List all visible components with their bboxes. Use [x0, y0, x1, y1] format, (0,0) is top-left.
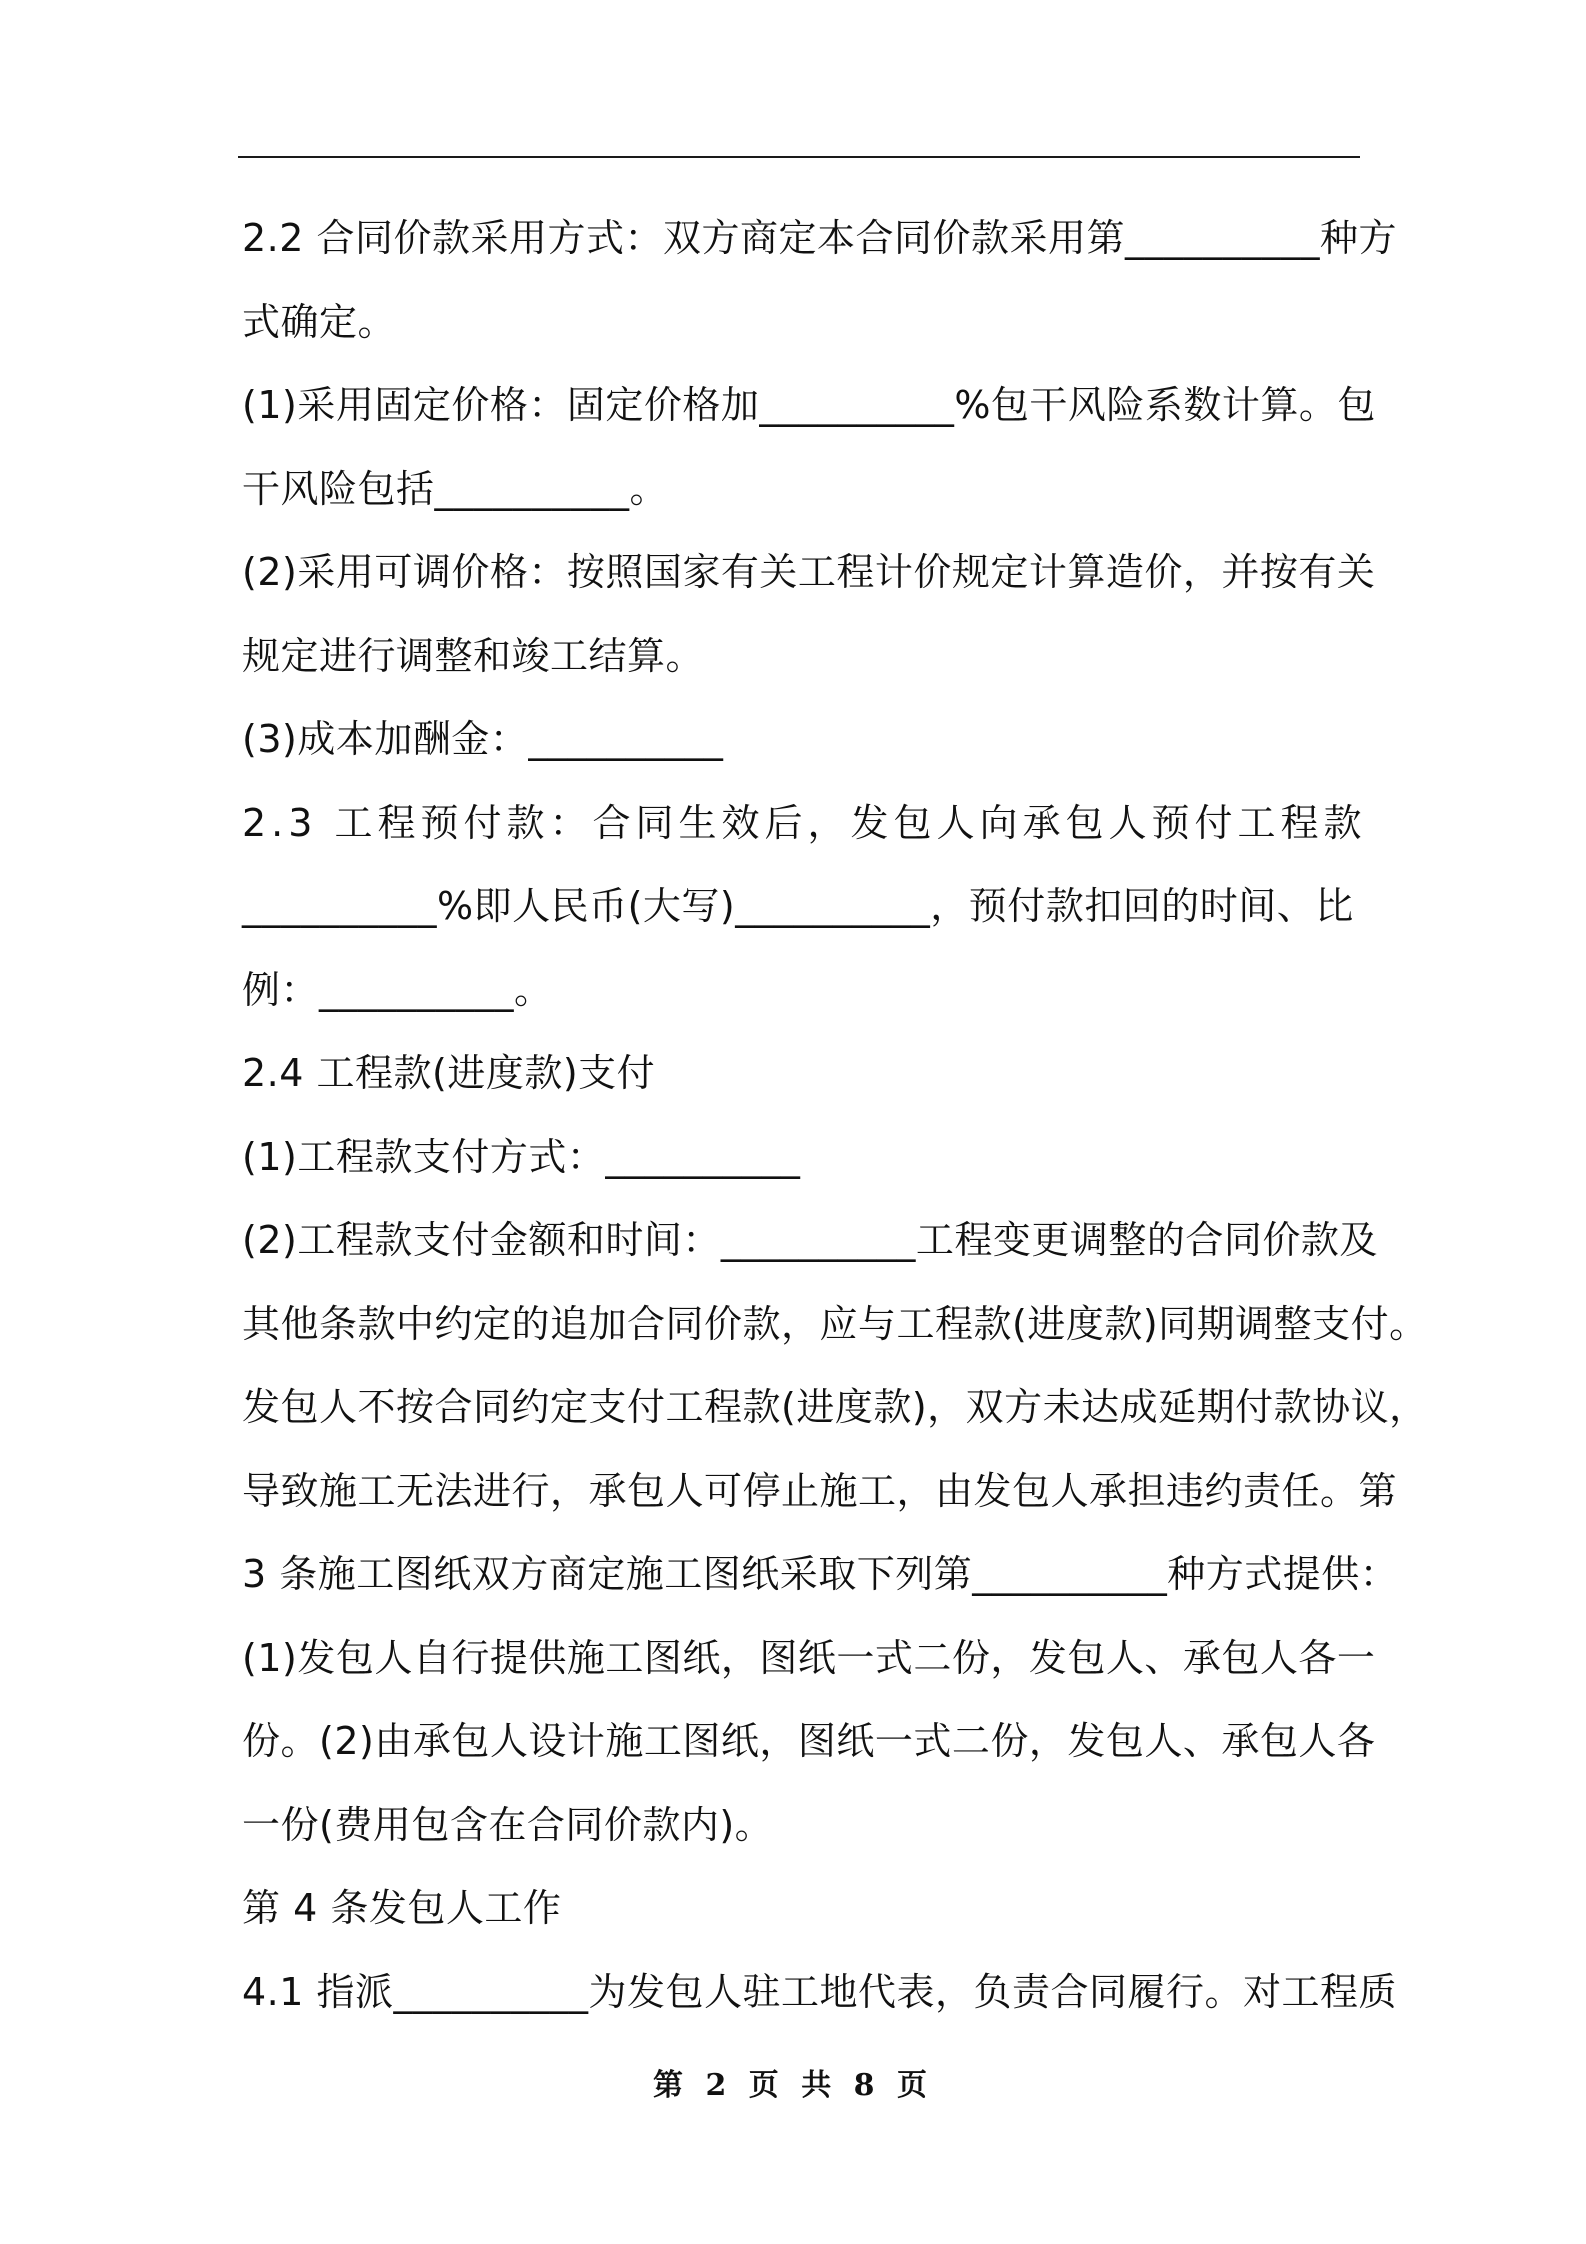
- text-line: 发包人不按合同约定支付工程款(进度款)，双方未达成延期付款协议，: [242, 1385, 1428, 1429]
- document-body: [242, 197, 1428, 2034]
- text-line: 例：__________。: [242, 967, 553, 1012]
- text-line: (3)成本加酬金：__________: [242, 717, 724, 761]
- text-line: 规定进行调整和竣工结算。: [242, 633, 705, 678]
- text-line: 2.4 工程款(进度款)支付: [242, 1051, 656, 1095]
- text-line: (2)采用可调价格：按照国家有关工程计价规定计算造价，并按有关: [242, 550, 1376, 594]
- page-number: 第 2 页 共 8 页: [653, 2068, 933, 2103]
- text-line: 一份(费用包含在合同价款内)。: [242, 1802, 774, 1847]
- text-line: 4.1 指派__________为发包人驻工地代表，负责合同履行。对工程质: [242, 1969, 1398, 2014]
- text-line: (1)采用固定价格：固定价格加__________%包干风险系数计算。包: [242, 383, 1376, 427]
- text-line: 导致施工无法进行，承包人可停止施工，由发包人承担违约责任。第: [242, 1468, 1398, 1513]
- text-line: (1)工程款支付方式：__________: [242, 1134, 801, 1179]
- text-line: (1)发包人自行提供施工图纸，图纸一式二份，发包人、承包人各一: [242, 1635, 1376, 1680]
- text-line: 式确定。: [242, 299, 397, 344]
- text-line: 第 4 条发包人工作: [242, 1886, 562, 1930]
- text-line: 份。(2)由承包人设计施工图纸，图纸一式二份，发包人、承包人各: [242, 1719, 1376, 1763]
- text-line: (2)工程款支付金额和时间：__________工程变更调整的合同价款及: [242, 1218, 1378, 1262]
- text-line: __________%即人民币(大写)__________，预付款扣回的时间、比: [242, 884, 1354, 928]
- text-line: 干风险包括__________。: [242, 466, 669, 511]
- text-line: 其他条款中约定的追加合同价款，应与工程款(进度款)同期调整支付。: [242, 1301, 1428, 1346]
- header-rule: [238, 156, 1360, 158]
- text-line: 3 条施工图纸双方商定施工图纸采取下列第__________种方式提供：: [242, 1552, 1399, 1596]
- text-line: 2.2 合同价款采用方式：双方商定本合同价款采用第__________种方: [242, 216, 1398, 260]
- text-line: 2.3 工程预付款：合同生效后，发包人向承包人预付工程款: [242, 800, 1367, 845]
